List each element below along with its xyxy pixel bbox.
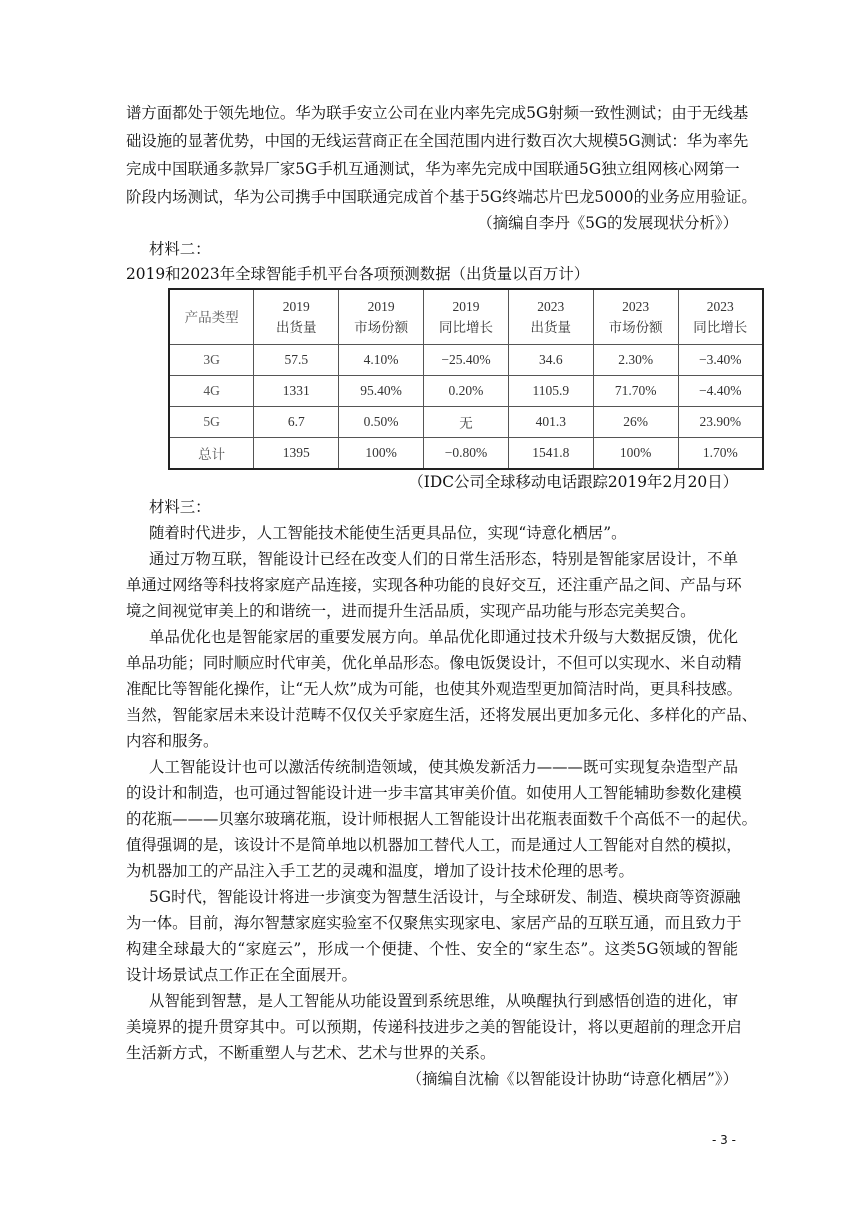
paragraph-line: 单品功能；同时顺应时代审美，优化单品形态。像电饭煲设计，不但可以实现水、米自动精 xyxy=(126,654,742,672)
table-cell: 95.40% xyxy=(339,376,424,407)
paragraph-line: 5G时代，智能设计将进一步演变为智慧生活设计，与全球研发、制造、模块商等资源融 xyxy=(149,888,741,906)
paragraph-line: 值得强调的是，该设计不是简单地以机器加工替代人工，而是通过人工智能对自然的模拟， xyxy=(126,836,742,854)
data-table-wrapper xyxy=(168,288,764,464)
data-table xyxy=(168,288,764,470)
table-cell: 401.3 xyxy=(508,407,593,438)
source-citation: （摘编自李丹《5G的发展现状分析》） xyxy=(477,214,738,232)
table-header-row xyxy=(169,289,763,345)
table-cell: 1395 xyxy=(254,438,339,470)
table-row xyxy=(169,407,763,438)
source-citation: （摘编自沈榆《以智能设计协助“诗意化栖居”》） xyxy=(406,1070,738,1088)
table-cell: −4.40% xyxy=(678,376,763,407)
table-cell: −25.40% xyxy=(424,345,509,376)
table-row xyxy=(169,438,763,470)
table-title: 2019和2023年全球智能手机平台各项预测数据（出货量以百万计） xyxy=(126,265,590,283)
section-heading: 材料三： xyxy=(149,498,211,516)
table-cell: 1.70% xyxy=(678,438,763,470)
paragraph-line: 阶段内场测试，华为公司携手中国联通完成首个基于5G终端芯片巴龙5000的业务应用验证。 xyxy=(126,188,757,206)
paragraph-line: 单品优化也是智能家居的重要发展方向。单品优化即通过技术升级与大数据反馈，优化 xyxy=(149,628,738,646)
table-cell: 2.30% xyxy=(593,345,678,376)
paragraph-line: 为一体。目前，海尔智慧家庭实验室不仅聚焦实现家电、家居产品的互联互通，而且致力于 xyxy=(126,914,742,932)
table-cell: 0.20% xyxy=(424,376,509,407)
table-cell: 26% xyxy=(593,407,678,438)
table-cell: −0.80% xyxy=(424,438,509,470)
page-number: - 3 - xyxy=(712,1133,736,1147)
table-header-cell: 2023 同比增长 xyxy=(678,289,763,345)
paragraph-line: 从智能到智慧，是人工智能从功能设置到系统思维，从唤醒执行到感悟创造的进化，审 xyxy=(149,992,738,1010)
table-cell: 34.6 xyxy=(508,345,593,376)
paragraph-line: 设计场景试点工作正在全面展开。 xyxy=(126,966,357,984)
table-cell: 1541.8 xyxy=(508,438,593,470)
table-cell: 1105.9 xyxy=(508,376,593,407)
table-cell: 4.10% xyxy=(339,345,424,376)
table-cell: 100% xyxy=(339,438,424,470)
table-cell: 71.70% xyxy=(593,376,678,407)
paragraph-line: 当然，智能家居未来设计范畴不仅仅关乎家庭生活，还将发展出更加多元化、多样化的产品、 xyxy=(126,706,758,724)
paragraph-line: 构建全球最大的“家庭云”，形成一个便捷、个性、安全的“家生态”。这类5G领域的智能 xyxy=(126,940,738,958)
paragraph-line: 美境界的提升贯穿其中。可以预期，传递科技进步之美的智能设计，将以更超前的理念开启 xyxy=(126,1018,742,1036)
paragraph-line: 础设施的显著优势，中国的无线运营商正在全国范围内进行数百次大规模5G测试：华为率先 xyxy=(126,132,749,150)
table-cell: 23.90% xyxy=(678,407,763,438)
section-heading: 材料二： xyxy=(149,240,211,258)
paragraph-line: 为机器加工的产品注入手工艺的灵魂和温度，增加了设计技术伦理的思考。 xyxy=(126,862,634,880)
paragraph-line: 通过万物互联，智能设计已经在改变人们的日常生活形态，特别是智能家居设计，不单 xyxy=(149,550,738,568)
table-cell: 6.7 xyxy=(254,407,339,438)
table-header-cell: 2019 出货量 xyxy=(254,289,339,345)
paragraph-line: 境之间视觉审美上的和谐统一，进而提升生活品质，实现产品功能与形态完美契合。 xyxy=(126,602,696,620)
table-header-cell: 2023 市场份额 xyxy=(593,289,678,345)
paragraph-line: 生活新方式，不断重塑人与艺术、艺术与世界的关系。 xyxy=(126,1044,496,1062)
table-row xyxy=(169,345,763,376)
table-header-cell: 2019 同比增长 xyxy=(424,289,509,345)
table-cell: 总计 xyxy=(169,438,254,470)
paragraph-line: 单通过网络等科技将家庭产品连接，实现各种功能的良好交互，还注重产品之间、产品与环 xyxy=(126,576,742,594)
paragraph-line: 完成中国联通多款异厂家5G手机互通测试，华为率先完成中国联通5G独立组网核心网第一 xyxy=(126,160,740,178)
source-citation: （IDC公司全球移动电话跟踪2019年2月20日） xyxy=(408,473,738,491)
paragraph-line: 人工智能设计也可以激活传统制造领域，使其焕发新活力———既可实现复杂造型产品 xyxy=(149,758,738,776)
table-cell: 1331 xyxy=(254,376,339,407)
paragraph-line: 准配比等智能化操作，让“无人炊”成为可能，也使其外观造型更加简洁时尚，更具科技感。 xyxy=(126,680,742,698)
table-cell: −3.40% xyxy=(678,345,763,376)
table-header-cell: 产品类型 xyxy=(169,289,254,345)
paragraph-line: 的花瓶———贝塞尔玻璃花瓶，设计师根据人工智能设计出花瓶表面数千个高低不一的起伏。 xyxy=(126,810,758,828)
paragraph-line: 内容和服务。 xyxy=(126,732,219,750)
table-cell: 5G xyxy=(169,407,254,438)
paragraph-line: 谱方面都处于领先地位。华为联手安立公司在业内率先完成5G射频一致性测试；由于无线基 xyxy=(126,104,749,122)
table-cell: 无 xyxy=(424,407,509,438)
table-cell: 57.5 xyxy=(254,345,339,376)
table-row xyxy=(169,376,763,407)
table-header-cell: 2019 市场份额 xyxy=(339,289,424,345)
table-cell: 4G xyxy=(169,376,254,407)
table-header-cell: 2023 出货量 xyxy=(508,289,593,345)
table-cell: 0.50% xyxy=(339,407,424,438)
paragraph-line: 随着时代进步，人工智能技术能使生活更具品位，实现“诗意化栖居”。 xyxy=(149,524,627,542)
table-cell: 100% xyxy=(593,438,678,470)
table-cell: 3G xyxy=(169,345,254,376)
paragraph-line: 的设计和制造，也可通过智能设计进一步丰富其审美价值。如使用人工智能辅助参数化建模 xyxy=(126,784,742,802)
